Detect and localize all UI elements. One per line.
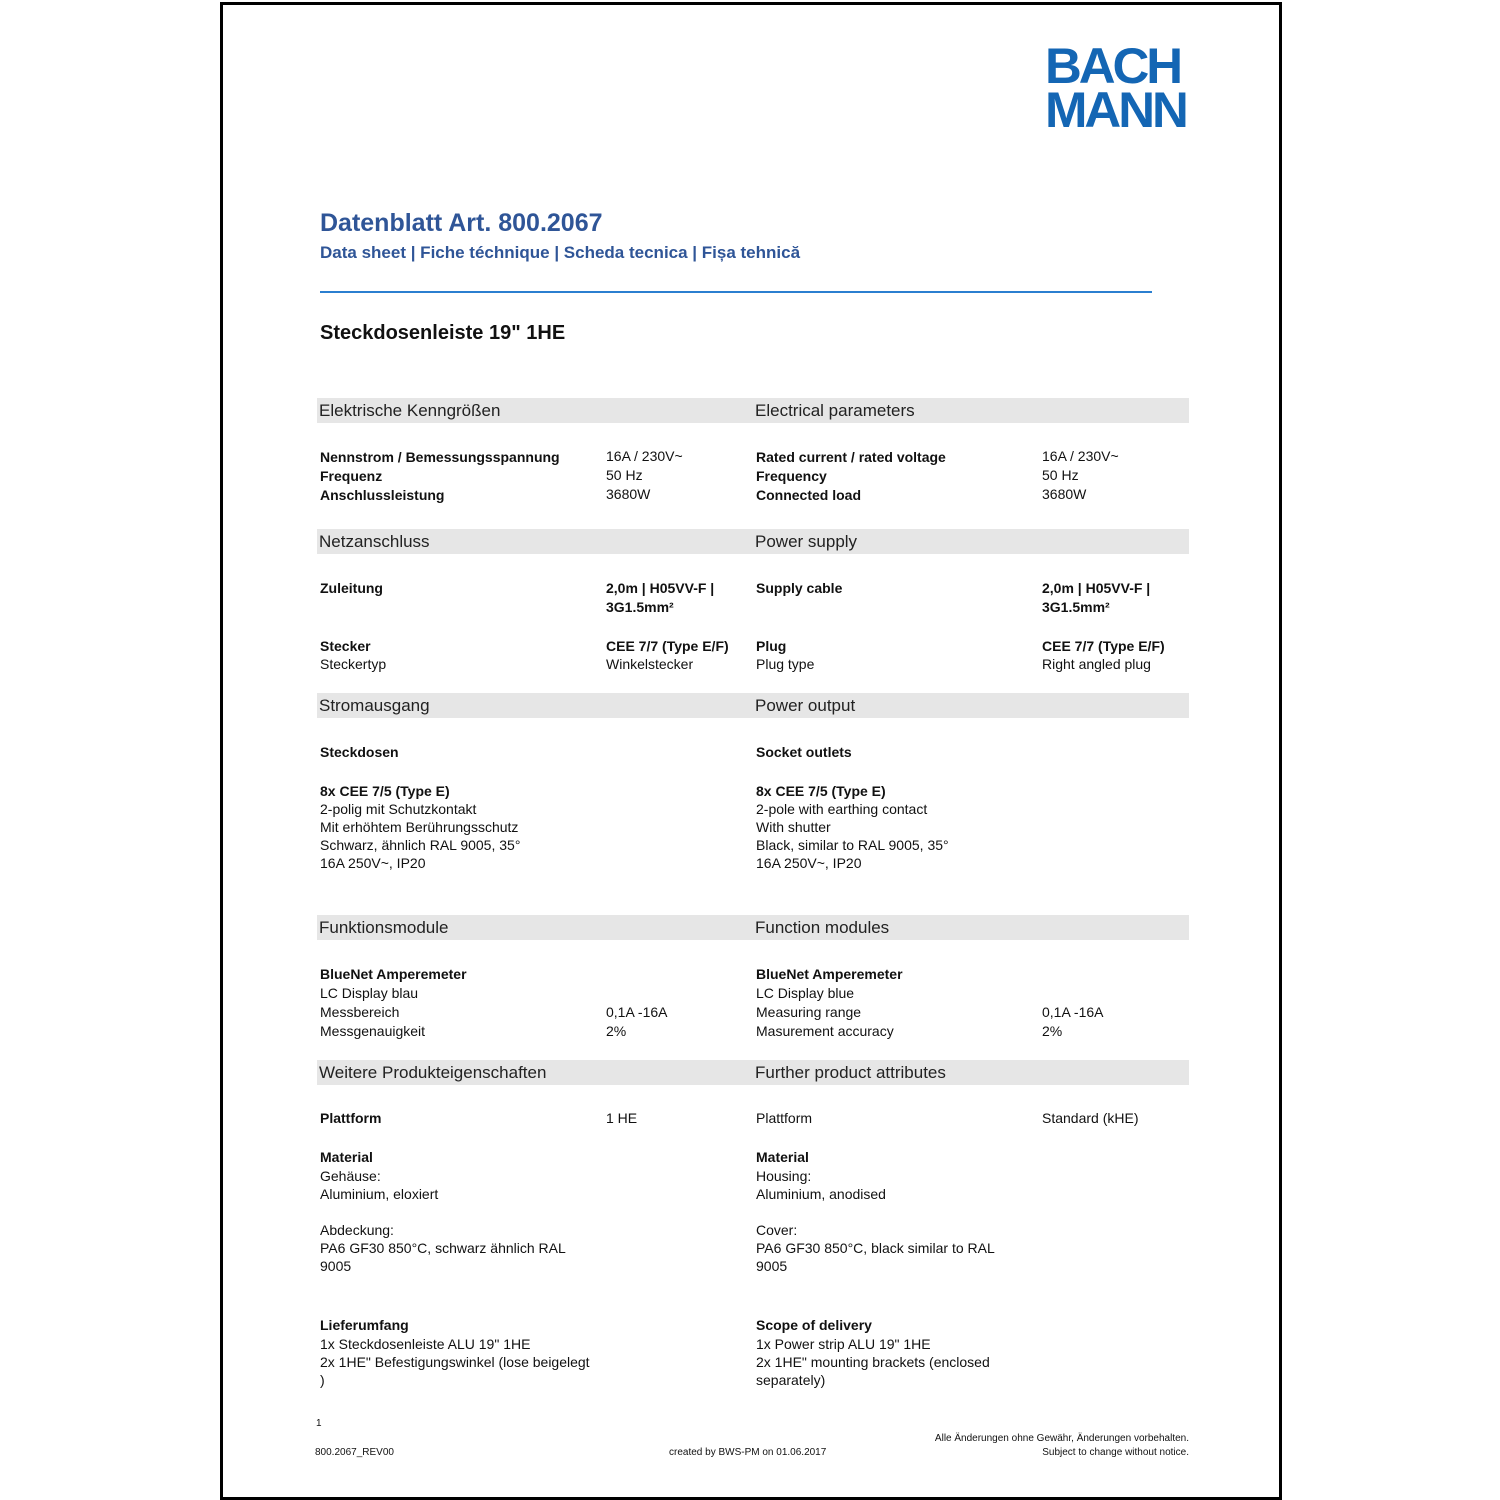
spec-line: Gehäuse: bbox=[320, 1168, 381, 1184]
spec-line: 16A 250V~, IP20 bbox=[756, 855, 862, 871]
spec-heading: Material bbox=[756, 1149, 809, 1165]
spec-value: 16A / 230V~ bbox=[1042, 448, 1119, 464]
spec-line: LC Display blau bbox=[320, 985, 419, 1001]
spec-line: PA6 GF30 850°C, schwarz ähnlich RAL bbox=[320, 1240, 566, 1256]
spec-value: 50 Hz bbox=[1042, 467, 1079, 483]
spec-line: Mit erhöhtem Berührungsschutz bbox=[320, 819, 519, 835]
spec-label: Masurement accuracy bbox=[756, 1023, 894, 1039]
created-by: created by BWS-PM on 01.06.2017 bbox=[669, 1447, 827, 1458]
spec-label: Supply cable bbox=[756, 580, 843, 596]
spec-label: Messgenauigkeit bbox=[320, 1023, 426, 1039]
spec-label: Plattform bbox=[756, 1110, 813, 1126]
spec-line: Housing: bbox=[756, 1168, 812, 1184]
spec-line: 1x Steckdosenleiste ALU 19" 1HE bbox=[320, 1336, 531, 1352]
spec-value: 3G1.5mm² bbox=[1042, 599, 1110, 615]
page-subtitle: Data sheet | Fiche téchnique | Scheda tecnica | Fișa tehnică bbox=[320, 243, 801, 262]
section-header-further-en: Further product attributes bbox=[753, 1060, 1189, 1085]
spec-line: 2-polig mit Schutzkontakt bbox=[320, 801, 477, 817]
section-header-electrical-en: Electrical parameters bbox=[753, 398, 1189, 423]
spec-label: Connected load bbox=[756, 487, 862, 503]
spec-label: Anschlussleistung bbox=[320, 487, 445, 503]
disclaimer-de: Alle Änderungen ohne Gewähr, Änderungen vorbehalten. bbox=[934, 1433, 1189, 1444]
page-number: 1 bbox=[316, 1418, 322, 1429]
section-header-further-de: Weitere Produkteigenschaften bbox=[317, 1060, 753, 1085]
section-header-power-supply-en: Power supply bbox=[753, 529, 1189, 554]
section-header-function-modules-de: Funktionsmodule bbox=[317, 915, 753, 940]
spec-line: ) bbox=[320, 1372, 325, 1388]
spec-value: 3680W bbox=[1042, 486, 1087, 502]
spec-line: Aluminium, eloxiert bbox=[320, 1186, 439, 1202]
section-header-power-output-en: Power output bbox=[753, 693, 1189, 718]
spec-line: 1x Power strip ALU 19" 1HE bbox=[756, 1336, 931, 1352]
spec-line: Schwarz, ähnlich RAL 9005, 35° bbox=[320, 837, 521, 853]
spec-line: LC Display blue bbox=[756, 985, 855, 1001]
spec-line: separately) bbox=[756, 1372, 826, 1388]
spec-line: 9005 bbox=[320, 1258, 352, 1274]
spec-line: Black, similar to RAL 9005, 35° bbox=[756, 837, 949, 853]
spec-label: Zuleitung bbox=[320, 580, 383, 596]
document-id: 800.2067_REV00 bbox=[315, 1447, 394, 1458]
socket-title: 8x CEE 7/5 (Type E) bbox=[320, 783, 450, 799]
spec-heading: Socket outlets bbox=[756, 744, 852, 760]
spec-value: Standard (kHE) bbox=[1042, 1110, 1139, 1126]
disclaimer-en: Subject to change without notice. bbox=[1042, 1447, 1189, 1458]
spec-line: With shutter bbox=[756, 819, 831, 835]
spec-value: 2% bbox=[606, 1023, 627, 1039]
spec-line: 2x 1HE" mounting brackets (enclosed bbox=[756, 1354, 990, 1370]
header-divider bbox=[320, 291, 1152, 293]
spec-value: 2% bbox=[1042, 1023, 1063, 1039]
page-title: Datenblatt Art. 800.2067 bbox=[320, 209, 603, 237]
spec-line: 16A 250V~, IP20 bbox=[320, 855, 426, 871]
spec-label: Plattform bbox=[320, 1110, 382, 1126]
socket-title: 8x CEE 7/5 (Type E) bbox=[756, 783, 886, 799]
module-name: BlueNet Amperemeter bbox=[756, 966, 903, 982]
spec-line: 9005 bbox=[756, 1258, 788, 1274]
spec-heading: Scope of delivery bbox=[756, 1317, 872, 1333]
spec-value: 1 HE bbox=[606, 1110, 638, 1126]
spec-line: PA6 GF30 850°C, black similar to RAL bbox=[756, 1240, 995, 1256]
spec-line: Aluminium, anodised bbox=[756, 1186, 886, 1202]
spec-label: Steckertyp bbox=[320, 656, 387, 672]
spec-label: Plug type bbox=[756, 656, 815, 672]
spec-value: 16A / 230V~ bbox=[606, 448, 683, 464]
spec-value: 3680W bbox=[606, 486, 651, 502]
spec-heading: Material bbox=[320, 1149, 373, 1165]
spec-value: 2,0m | H05VV-F | bbox=[1042, 580, 1151, 596]
bachmann-logo bbox=[1045, 38, 1186, 138]
spec-label: Measuring range bbox=[756, 1004, 862, 1020]
spec-label: Frequenz bbox=[320, 468, 383, 484]
section-header-function-modules-en: Function modules bbox=[753, 915, 1189, 940]
spec-value: 3G1.5mm² bbox=[606, 599, 674, 615]
spec-value: 0,1A -16A bbox=[1042, 1004, 1104, 1020]
spec-value: CEE 7/7 (Type E/F) bbox=[1042, 638, 1165, 654]
spec-label: Nennstrom / Bemessungsspannung bbox=[320, 449, 560, 465]
spec-value: Winkelstecker bbox=[606, 656, 694, 672]
section-header-power-output-de: Stromausgang bbox=[317, 693, 753, 718]
section-header-power-supply-de: Netzanschluss bbox=[317, 529, 753, 554]
spec-line: 2x 1HE" Befestigungswinkel (lose beigelegt bbox=[320, 1354, 590, 1370]
section-header-electrical-de: Elektrische Kenngrößen bbox=[317, 398, 753, 423]
spec-label: Plug bbox=[756, 638, 787, 654]
document-page bbox=[220, 2, 1282, 1500]
spec-line: 2-pole with earthing contact bbox=[756, 801, 928, 817]
spec-line: Cover: bbox=[756, 1222, 798, 1238]
product-name: Steckdosenleiste 19" 1HE bbox=[320, 322, 566, 344]
logo-line-1: BACH bbox=[1045, 38, 1181, 94]
spec-label: Messbereich bbox=[320, 1004, 400, 1020]
spec-value: Right angled plug bbox=[1042, 656, 1151, 672]
spec-heading: Lieferumfang bbox=[320, 1317, 409, 1333]
spec-heading: Steckdosen bbox=[320, 744, 399, 760]
spec-value: CEE 7/7 (Type E/F) bbox=[606, 638, 729, 654]
module-name: BlueNet Amperemeter bbox=[320, 966, 467, 982]
spec-label: Frequency bbox=[756, 468, 827, 484]
spec-value: 2,0m | H05VV-F | bbox=[606, 580, 715, 596]
spec-label: Stecker bbox=[320, 638, 371, 654]
spec-value: 50 Hz bbox=[606, 467, 643, 483]
spec-value: 0,1A -16A bbox=[606, 1004, 668, 1020]
spec-line: Abdeckung: bbox=[320, 1222, 394, 1238]
logo-line-2: MANN bbox=[1045, 82, 1186, 138]
spec-label: Rated current / rated voltage bbox=[756, 449, 946, 465]
